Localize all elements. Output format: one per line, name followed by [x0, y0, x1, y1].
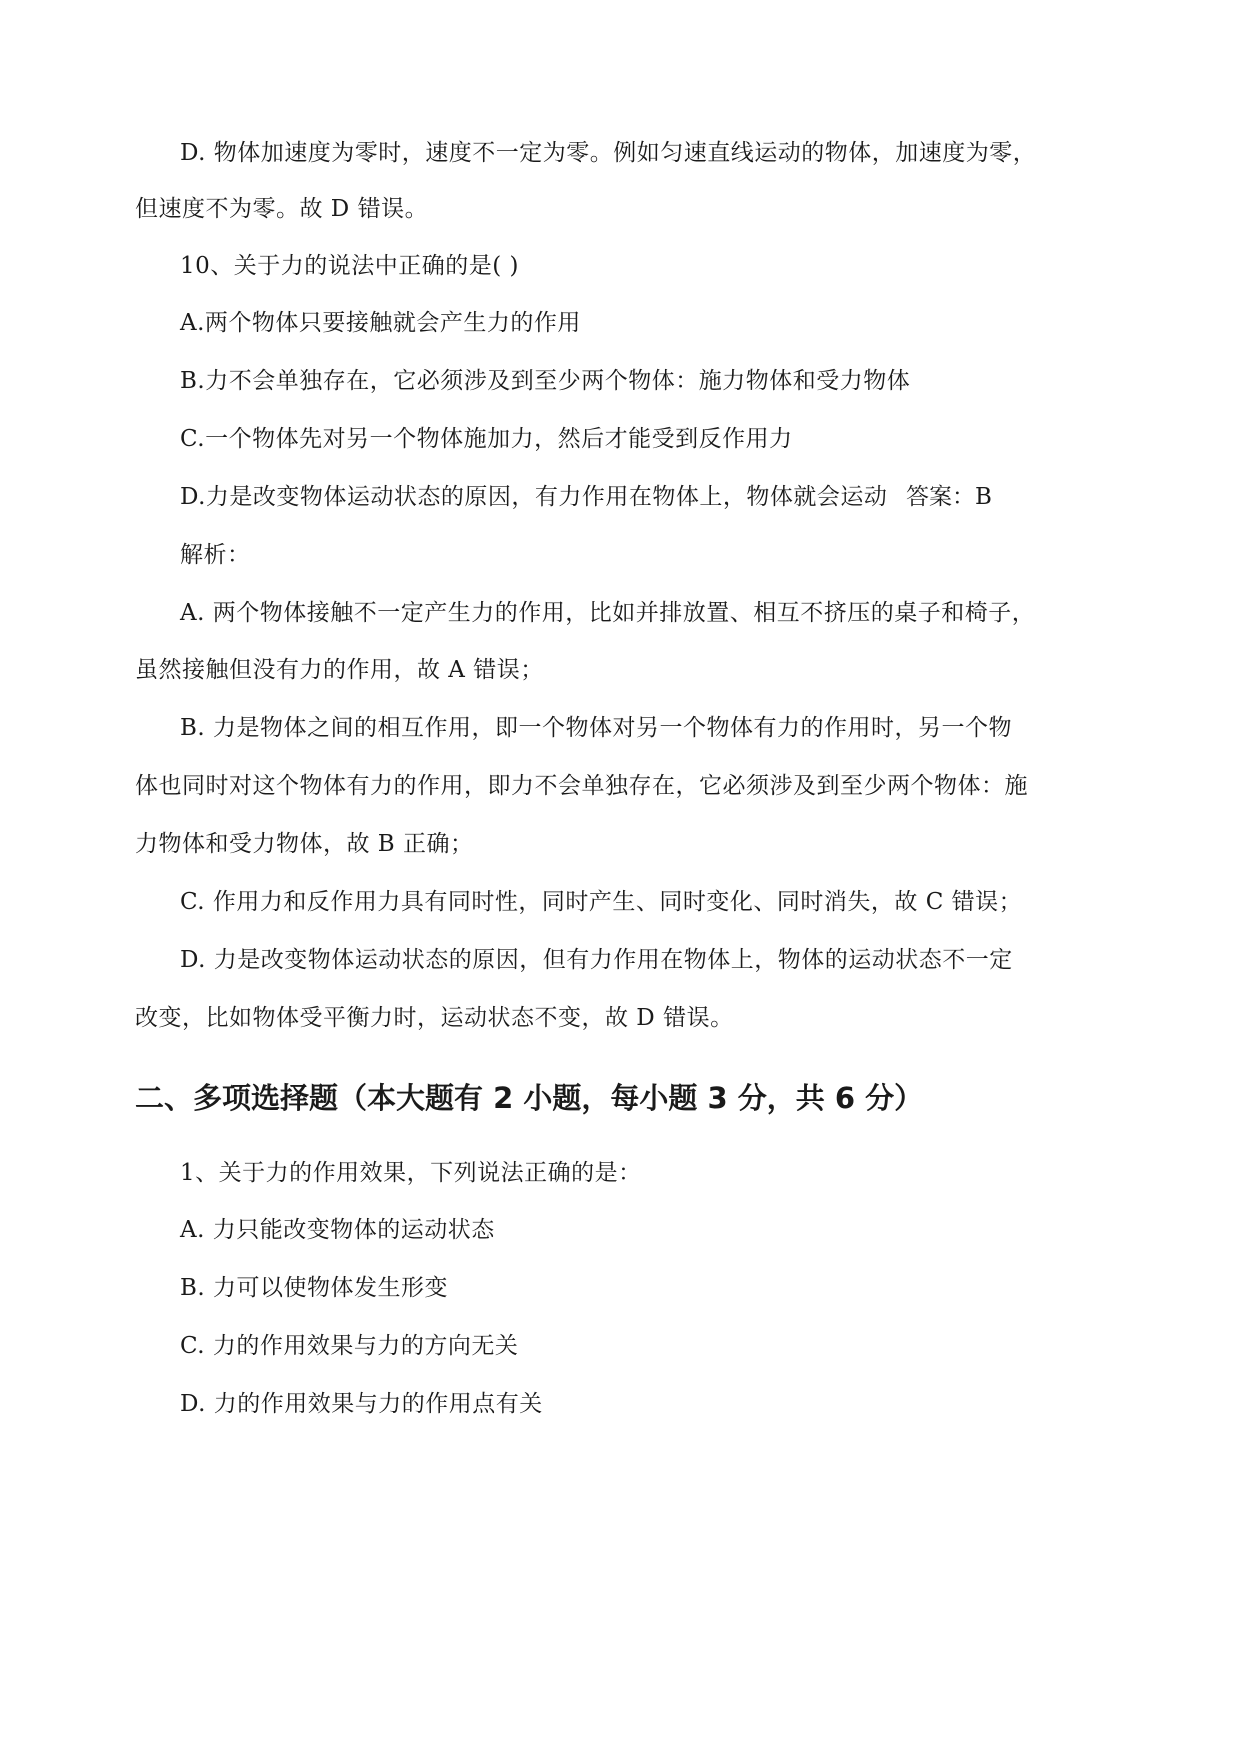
q10-analysis-a-line2: 虽然接触但没有力的作用，故 A 错误； — [135, 657, 544, 683]
q10-analysis-b-line2: 体也同时对这个物体有力的作用，即力不会单独存在，它必须涉及到至少两个物体：施 — [135, 773, 1028, 799]
s2-q1-option-b: B. 力可以使物体发生形变 — [180, 1275, 449, 1301]
q10-question: 10、关于力的说法中正确的是( ) — [180, 253, 520, 279]
q10-analysis-b-line1: B. 力是物体之间的相互作用，即一个物体对另一个物体有力的作用时，另一个物 — [180, 715, 1013, 741]
q10-analysis-label: 解析： — [180, 542, 251, 568]
q10-analysis-a-line1: A. 两个物体接触不一定产生力的作用，比如并排放置、相互不挤压的桌子和椅子， — [180, 600, 1036, 626]
q10-option-b: B.力不会单独存在，它必须涉及到至少两个物体：施力物体和受力物体 — [180, 368, 911, 394]
s2-q1-question: 1、关于力的作用效果，下列说法正确的是： — [180, 1160, 642, 1186]
section2-heading: 二、多项选择题（本大题有 2 小题，每小题 3 分，共 6 分） — [135, 1081, 924, 1115]
q10-analysis-d-line2: 改变，比如物体受平衡力时，运动状态不变，故 D 错误。 — [135, 1005, 734, 1031]
q10-answer: 答案：B — [906, 484, 992, 510]
q10-option-a: A.两个物体只要接触就会产生力的作用 — [180, 310, 581, 336]
s2-q1-option-d: D. 力的作用效果与力的作用点有关 — [180, 1391, 543, 1417]
q9-option-d-analysis-line2: 但速度不为零。故 D 错误。 — [135, 196, 429, 222]
q10-analysis-d-line1: D. 力是改变物体运动状态的原因，但有力作用在物体上，物体的运动状态不一定 — [180, 947, 1013, 973]
q10-option-c: C.一个物体先对另一个物体施加力，然后才能受到反作用力 — [180, 426, 793, 452]
s2-q1-option-a: A. 力只能改变物体的运动状态 — [180, 1217, 495, 1243]
q9-option-d-analysis-line1: D. 物体加速度为零时，速度不一定为零。例如匀速直线运动的物体，加速度为零， — [180, 140, 1037, 166]
q10-option-d: D.力是改变物体运动状态的原因，有力作用在物体上，物体就会运动 — [180, 484, 888, 510]
q10-analysis-c: C. 作用力和反作用力具有同时性，同时产生、同时变化、同时消失，故 C 错误； — [180, 889, 1023, 915]
q10-analysis-b-line3: 力物体和受力物体，故 B 正确； — [135, 831, 474, 857]
s2-q1-option-c: C. 力的作用效果与力的方向无关 — [180, 1333, 519, 1359]
